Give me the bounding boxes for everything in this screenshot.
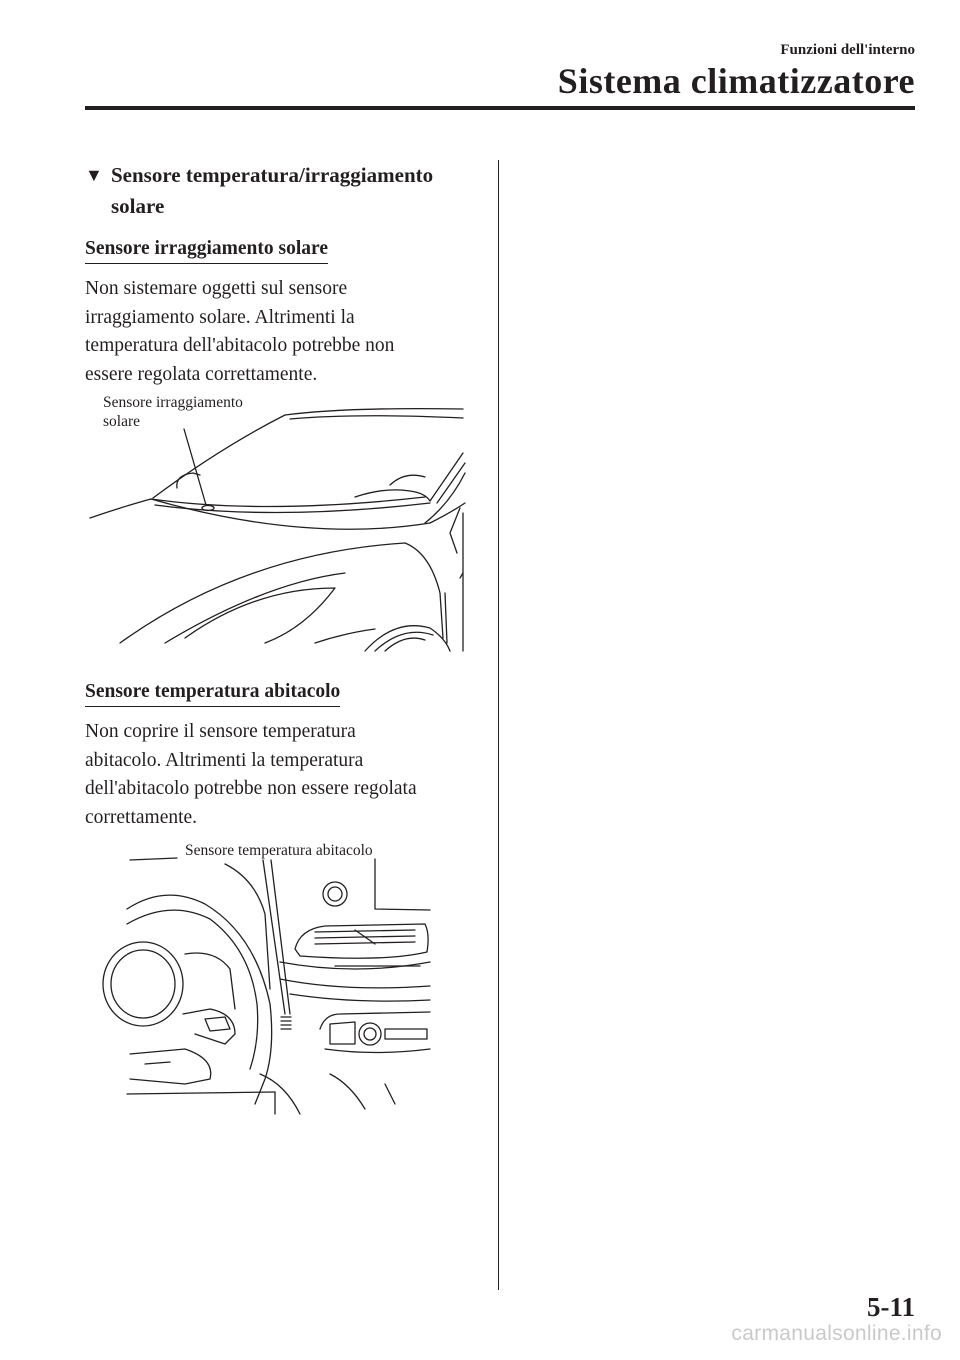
cabin-sensor-paragraph xyxy=(85,718,485,832)
windshield-illustration xyxy=(85,393,470,655)
section-heading-line1: Sensore temperatura/irraggiamento xyxy=(111,163,434,187)
callout-line1: Sensore irraggiamento xyxy=(103,394,243,411)
dashboard-illustration xyxy=(85,834,485,1119)
chapter-name: Funzioni dell'interno xyxy=(780,42,915,58)
text-line: essere regolata correttamente. xyxy=(85,363,318,385)
solar-sensor-subheading: Sensore irraggiamento solare xyxy=(85,236,328,264)
text-line: Non coprire il sensore temperatura xyxy=(85,721,356,742)
section-heading-line2: solare xyxy=(111,194,165,218)
section-heading xyxy=(85,160,485,222)
cabin-sensor-callout: Sensore temperatura abitacolo xyxy=(185,842,373,859)
solar-sensor-figure xyxy=(85,393,470,655)
solar-sensor-paragraph xyxy=(85,275,485,389)
text-line: temperatura dell'abitacolo potrebbe non xyxy=(85,335,395,356)
page-title: Sistema climatizzatore xyxy=(557,61,915,101)
text-line: Non sistemare oggetti sul sensore xyxy=(85,278,348,299)
cabin-sensor-figure xyxy=(85,834,485,1119)
text-line: correttamente. xyxy=(85,806,198,828)
solar-sensor-callout xyxy=(103,393,243,431)
column-divider xyxy=(498,160,499,1290)
triangle-marker-icon: ▼ xyxy=(85,165,103,185)
cabin-sensor-subheading: Sensore temperatura abitacolo xyxy=(85,679,340,707)
text-line: irraggiamento solare. Altrimenti la xyxy=(85,306,355,328)
left-column xyxy=(85,160,485,1119)
watermark: carmanualsonline.info xyxy=(731,1322,942,1345)
text-line: abitacolo. Altrimenti la temperatura xyxy=(85,749,364,771)
callout-line2: solare xyxy=(103,413,141,430)
page-number: 5-11 xyxy=(866,1292,915,1322)
text-line: dell'abitacolo potrebbe non essere regolata xyxy=(85,778,417,799)
header-rule xyxy=(85,106,915,110)
